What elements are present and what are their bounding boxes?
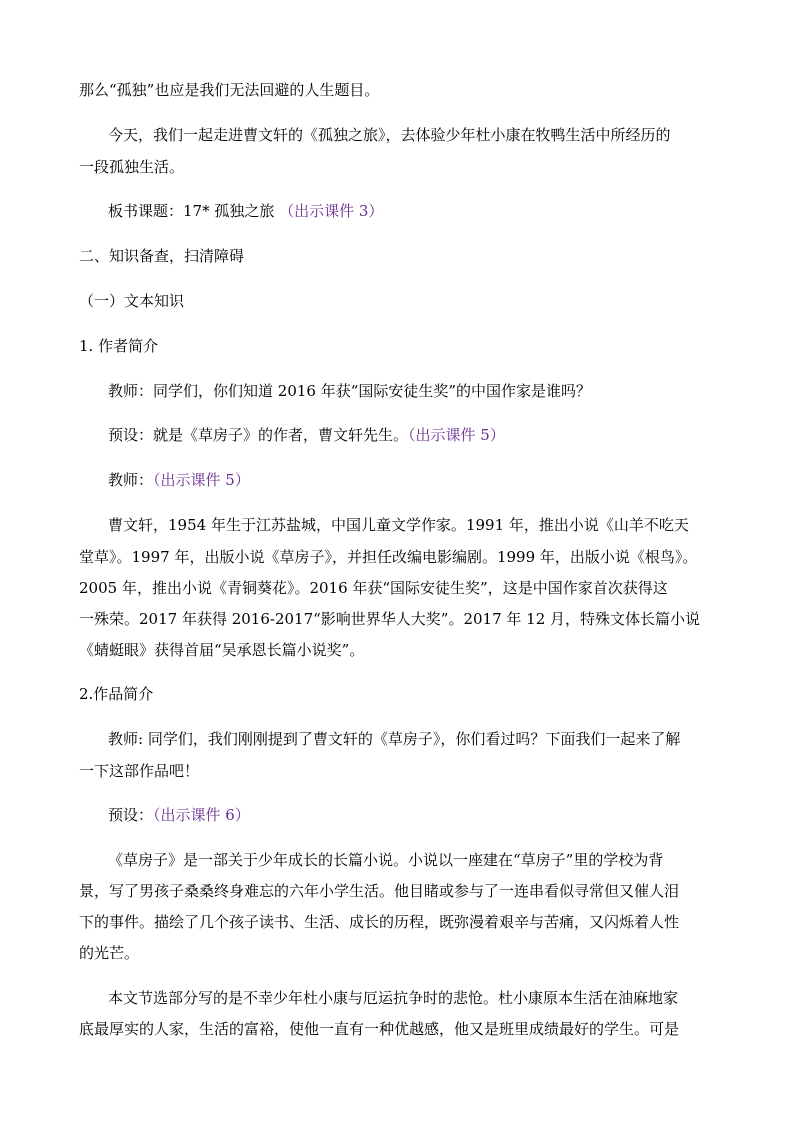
courseware-annotation: （出示课件 5） — [408, 426, 505, 444]
work-intro-line: 下的事件。描绘了几个孩子读书、生活、成长的历程，既弥漫着艰辛与苦痛，又闪烁着人性 — [79, 913, 680, 931]
excerpt-intro-line: 本文节选部分写的是不幸少年杜小康与厄运抗争时的悲怆。杜小康原本生活在油麻地家 — [108, 989, 679, 1007]
preset-answer-text: 预设：就是《草房子》的作者，曹文轩先生。 — [108, 426, 409, 444]
work-intro-line: 景，写了男孩子桑桑终身难忘的六年小学生活。他目睹或参与了一连串看似寻常但又催人泪 — [79, 882, 680, 900]
courseware-annotation: （出示课件 3） — [279, 202, 384, 220]
teacher-question: 一下这部作品吧！ — [79, 762, 200, 780]
teacher-question: 教师：同学们，你们知道 2016 年获“国际安徒生奖”的中国作家是谁吗？ — [108, 382, 592, 400]
courseware-annotation: （出示课件 5） — [153, 471, 250, 489]
author-bio-line: 2005 年，推出小说《青铜葵花》。2016 年获“国际安徒生奖”，这是中国作家首次获得这 — [79, 579, 668, 597]
preset-answer-line — [108, 425, 505, 445]
paragraph-line: 那么“孤独”也应是我们无法回避的人生题目。 — [79, 81, 380, 99]
subsection-heading: 2.作品简介 — [79, 685, 154, 703]
author-bio-line: 一殊荣。2017 年获得 2016-2017“影响世界华人大奖”。2017 年 12 月，特殊文体长篇小说 — [79, 610, 701, 628]
work-intro-line: 的光芒。 — [79, 944, 140, 962]
author-bio-line: 堂草》。1997 年，出版小说《草房子》，并担任改编电影编剧。1999 年，出版小说《根鸟》。 — [79, 548, 698, 566]
author-bio-line: 曹文轩，1954 年生于江苏盐城，中国儿童文学作家。1991 年，推出小说《山羊不吃天 — [108, 516, 689, 534]
preset-answer-line — [108, 805, 250, 825]
board-title-text: 板书课题：17* 孤独之旅 — [108, 202, 280, 220]
teacher-label: 教师： — [108, 471, 154, 489]
board-title-line — [108, 201, 383, 221]
work-intro-line: 《草房子》是一部关于少年成长的长篇小说。小说以一座建在“草房子”里的学校为背 — [108, 851, 664, 869]
subsection-heading: 1. 作者简介 — [79, 337, 159, 355]
subsection-heading: （一）文本知识 — [79, 292, 185, 310]
teacher-line — [108, 470, 250, 490]
section-heading: 二、知识备查，扫清障碍 — [79, 247, 245, 265]
preset-answer-text: 预设： — [108, 806, 154, 824]
excerpt-intro-line: 底最厚实的人家，生活的富裕，使他一直有一种优越感，他又是班里成绩最好的学生。可是 — [79, 1020, 680, 1038]
paragraph-line: 一段孤独生活。 — [79, 158, 185, 176]
teacher-question: 教师: 同学们，我们刚刚提到了曹文轩的《草房子》，你们看过吗？下面我们一起来了解 — [108, 730, 681, 748]
courseware-annotation: （出示课件 6） — [153, 806, 250, 824]
author-bio-line: 《蜻蜓眼》获得首届“吴承恩长篇小说奖”。 — [79, 641, 365, 659]
paragraph-line: 今天，我们一起走进曹文轩的《孤独之旅》，去体验少年杜小康在牧鸭生活中所经历的 — [108, 126, 671, 144]
